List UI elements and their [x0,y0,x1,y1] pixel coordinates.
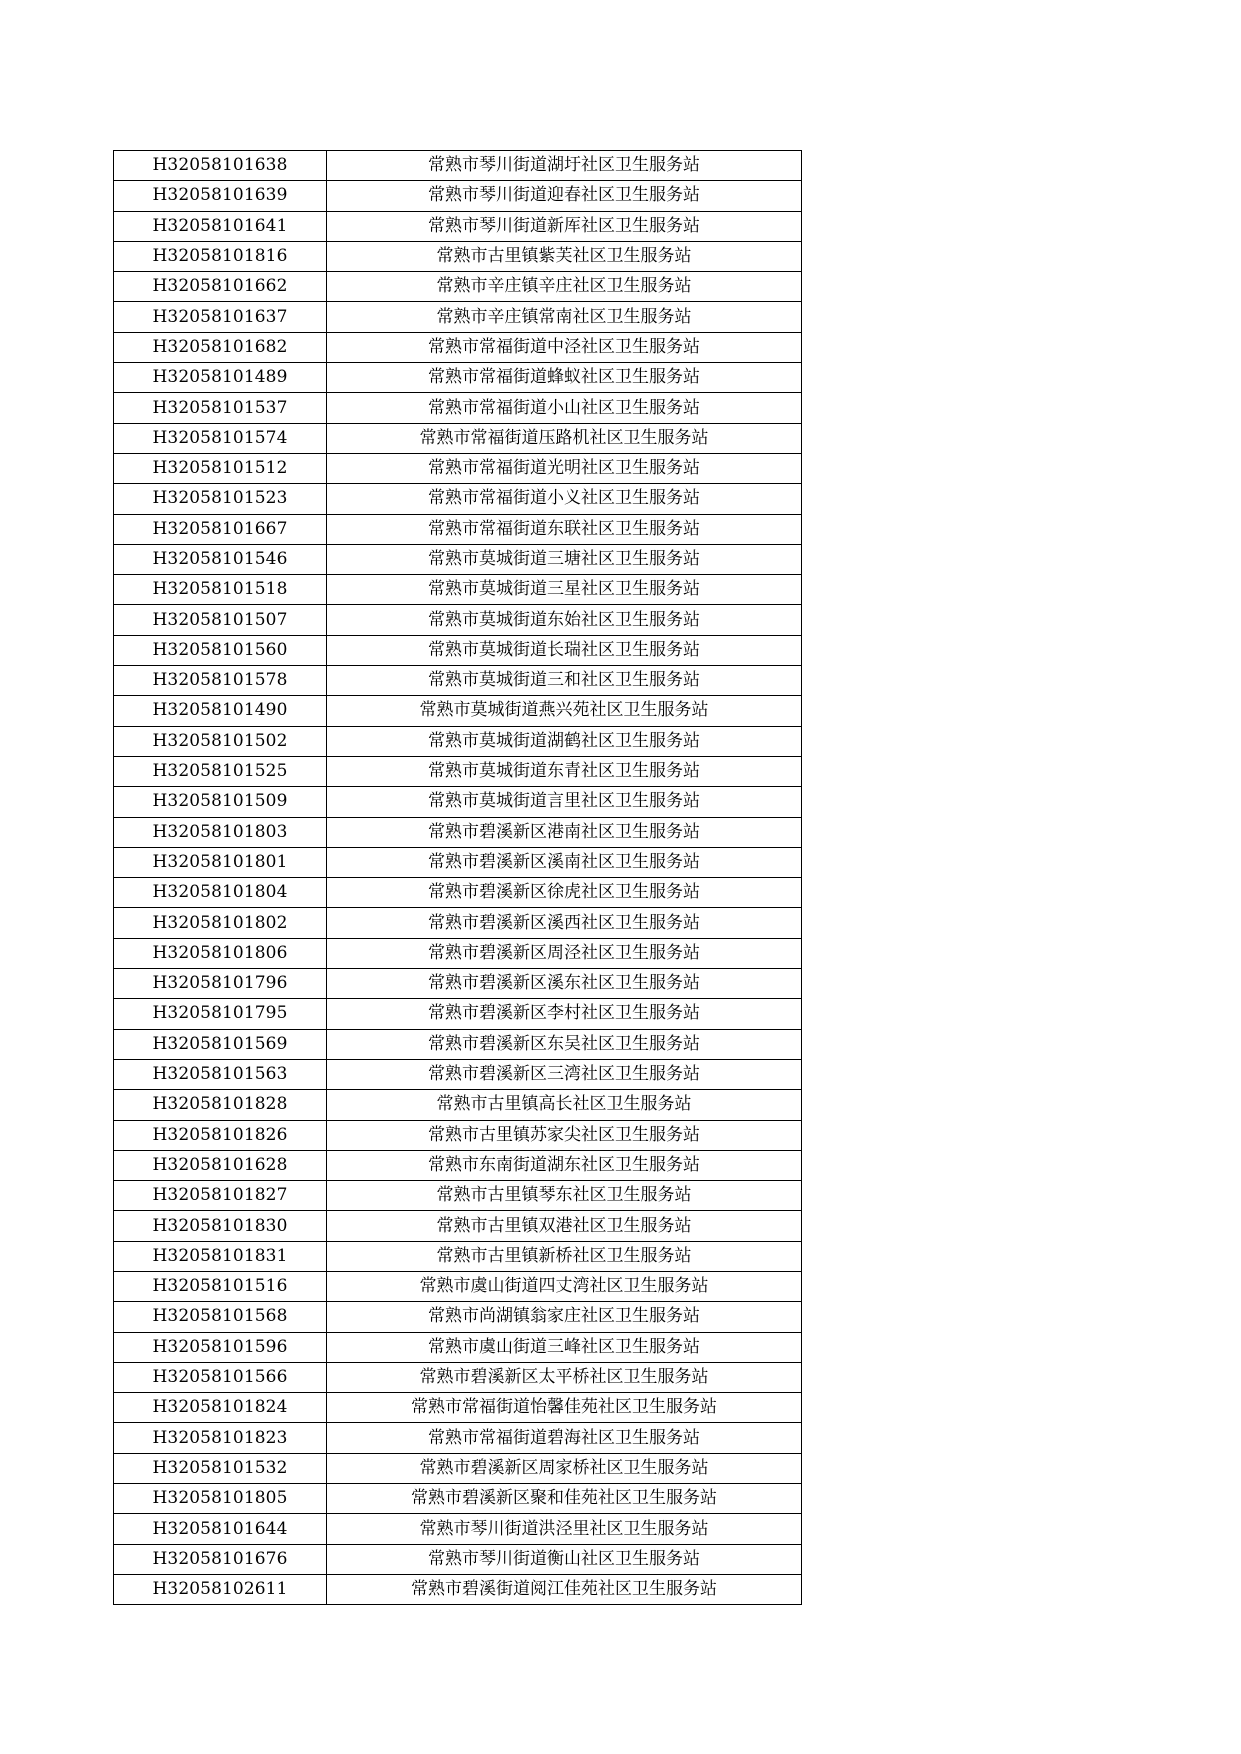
station-code-cell: H32058101507 [114,605,327,635]
station-code-cell: H32058101518 [114,575,327,605]
station-code-cell: H32058101641 [114,211,327,241]
station-name-cell: 常熟市常福街道东联社区卫生服务站 [327,514,802,544]
station-code-cell: H32058101574 [114,423,327,453]
station-code-cell: H32058101644 [114,1514,327,1544]
station-code-cell: H32058101563 [114,1059,327,1089]
station-code-cell: H32058101824 [114,1393,327,1423]
station-name-cell: 常熟市古里镇新桥社区卫生服务站 [327,1241,802,1271]
station-name-cell: 常熟市碧溪新区太平桥社区卫生服务站 [327,1362,802,1392]
station-code-cell: H32058101804 [114,878,327,908]
station-name-cell: 常熟市莫城街道燕兴苑社区卫生服务站 [327,696,802,726]
station-code-cell: H32058101566 [114,1362,327,1392]
station-code-cell: H32058101489 [114,363,327,393]
station-name-cell: 常熟市琴川街道湖圩社区卫生服务站 [327,151,802,181]
station-name-cell: 常熟市碧溪新区李村社区卫生服务站 [327,999,802,1029]
table-row [114,1453,802,1483]
station-code-cell: H32058101827 [114,1181,327,1211]
table-row [114,969,802,999]
station-name-cell: 常熟市碧溪新区三湾社区卫生服务站 [327,1059,802,1089]
station-code-cell: H32058101560 [114,635,327,665]
station-name-cell: 常熟市常福街道压路机社区卫生服务站 [327,423,802,453]
station-name-cell: 常熟市虞山街道四丈湾社区卫生服务站 [327,1271,802,1301]
station-name-cell: 常熟市常福街道小义社区卫生服务站 [327,484,802,514]
table-row [114,878,802,908]
table-row [114,938,802,968]
table-row [114,1211,802,1241]
station-code-cell: H32058101828 [114,1090,327,1120]
station-name-cell: 常熟市辛庄镇辛庄社区卫生服务站 [327,272,802,302]
station-name-cell: 常熟市常福街道光明社区卫生服务站 [327,453,802,483]
station-code-cell: H32058101546 [114,544,327,574]
station-code-cell: H32058101596 [114,1332,327,1362]
spreadsheet-page [113,150,801,1605]
table-row [114,241,802,271]
table-row [114,514,802,544]
station-name-cell: 常熟市古里镇琴东社区卫生服务站 [327,1181,802,1211]
station-name-cell: 常熟市碧溪新区溪东社区卫生服务站 [327,969,802,999]
station-code-cell: H32058101638 [114,151,327,181]
table-row [114,666,802,696]
table-row [114,1362,802,1392]
table-row [114,726,802,756]
station-name-cell: 常熟市莫城街道三和社区卫生服务站 [327,666,802,696]
station-code-cell: H32058101803 [114,817,327,847]
station-name-cell: 常熟市碧溪新区聚和佳苑社区卫生服务站 [327,1484,802,1514]
table-row [114,1484,802,1514]
station-code-cell: H32058101806 [114,938,327,968]
station-code-cell: H32058101826 [114,1120,327,1150]
station-name-cell: 常熟市琴川街道衡山社区卫生服务站 [327,1544,802,1574]
table-row [114,1059,802,1089]
table-row [114,423,802,453]
station-code-cell: H32058101831 [114,1241,327,1271]
station-code-cell: H32058101628 [114,1150,327,1180]
station-code-cell: H32058101667 [114,514,327,544]
station-name-cell: 常熟市常福街道碧海社区卫生服务站 [327,1423,802,1453]
table-row [114,999,802,1029]
station-name-cell: 常熟市常福街道蜂蚁社区卫生服务站 [327,363,802,393]
station-name-cell: 常熟市莫城街道东青社区卫生服务站 [327,756,802,786]
table-row [114,211,802,241]
table-row [114,332,802,362]
station-code-cell: H32058101532 [114,1453,327,1483]
table-row [114,787,802,817]
table-row [114,363,802,393]
table-row [114,1302,802,1332]
station-name-cell: 常熟市碧溪新区溪西社区卫生服务站 [327,908,802,938]
station-name-cell: 常熟市碧溪街道阅江佳苑社区卫生服务站 [327,1574,802,1604]
table-body [114,151,802,1605]
table-row [114,696,802,726]
table-row [114,1120,802,1150]
station-code-cell: H32058101823 [114,1423,327,1453]
table-row [114,635,802,665]
station-name-cell: 常熟市古里镇苏家尖社区卫生服务站 [327,1120,802,1150]
station-code-cell: H32058101578 [114,666,327,696]
station-name-cell: 常熟市琴川街道新厍社区卫生服务站 [327,211,802,241]
station-name-cell: 常熟市莫城街道东始社区卫生服务站 [327,605,802,635]
station-name-cell: 常熟市莫城街道言里社区卫生服务站 [327,787,802,817]
station-name-cell: 常熟市莫城街道湖鹤社区卫生服务站 [327,726,802,756]
station-name-cell: 常熟市常福街道怡馨佳苑社区卫生服务站 [327,1393,802,1423]
table-row [114,1181,802,1211]
table-row [114,575,802,605]
station-name-cell: 常熟市琴川街道迎春社区卫生服务站 [327,181,802,211]
station-code-cell: H32058101639 [114,181,327,211]
station-name-cell: 常熟市古里镇紫芙社区卫生服务站 [327,241,802,271]
station-code-cell: H32058101795 [114,999,327,1029]
station-code-cell: H32058101512 [114,453,327,483]
table-row [114,1271,802,1301]
station-code-cell: H32058101569 [114,1029,327,1059]
station-code-cell: H32058102611 [114,1574,327,1604]
station-code-cell: H32058101682 [114,332,327,362]
station-name-cell: 常熟市莫城街道三星社区卫生服务站 [327,575,802,605]
table-row [114,181,802,211]
service-station-table [113,150,802,1605]
table-row [114,1423,802,1453]
station-name-cell: 常熟市虞山街道三峰社区卫生服务站 [327,1332,802,1362]
table-row [114,1029,802,1059]
station-name-cell: 常熟市东南街道湖东社区卫生服务站 [327,1150,802,1180]
table-row [114,756,802,786]
table-row [114,1332,802,1362]
table-row [114,1150,802,1180]
station-code-cell: H32058101796 [114,969,327,999]
station-code-cell: H32058101662 [114,272,327,302]
station-code-cell: H32058101502 [114,726,327,756]
station-name-cell: 常熟市常福街道小山社区卫生服务站 [327,393,802,423]
table-row [114,302,802,332]
station-code-cell: H32058101816 [114,241,327,271]
station-name-cell: 常熟市辛庄镇常南社区卫生服务站 [327,302,802,332]
table-row [114,908,802,938]
station-name-cell: 常熟市尚湖镇翁家庄社区卫生服务站 [327,1302,802,1332]
station-name-cell: 常熟市碧溪新区徐虎社区卫生服务站 [327,878,802,908]
station-code-cell: H32058101830 [114,1211,327,1241]
table-row [114,484,802,514]
table-row [114,1393,802,1423]
station-code-cell: H32058101490 [114,696,327,726]
station-code-cell: H32058101802 [114,908,327,938]
station-name-cell: 常熟市碧溪新区周家桥社区卫生服务站 [327,1453,802,1483]
station-code-cell: H32058101509 [114,787,327,817]
station-code-cell: H32058101537 [114,393,327,423]
station-name-cell: 常熟市碧溪新区溪南社区卫生服务站 [327,847,802,877]
station-name-cell: 常熟市琴川街道洪泾里社区卫生服务站 [327,1514,802,1544]
station-name-cell: 常熟市碧溪新区港南社区卫生服务站 [327,817,802,847]
table-row [114,847,802,877]
table-row [114,817,802,847]
table-row [114,1544,802,1574]
table-row [114,1241,802,1271]
table-row [114,393,802,423]
table-row [114,1090,802,1120]
table-row [114,272,802,302]
station-name-cell: 常熟市碧溪新区周泾社区卫生服务站 [327,938,802,968]
station-name-cell: 常熟市古里镇高长社区卫生服务站 [327,1090,802,1120]
station-code-cell: H32058101523 [114,484,327,514]
station-code-cell: H32058101525 [114,756,327,786]
table-row [114,605,802,635]
station-code-cell: H32058101516 [114,1271,327,1301]
station-name-cell: 常熟市莫城街道长瑞社区卫生服务站 [327,635,802,665]
station-code-cell: H32058101805 [114,1484,327,1514]
table-row [114,151,802,181]
station-name-cell: 常熟市莫城街道三塘社区卫生服务站 [327,544,802,574]
station-code-cell: H32058101801 [114,847,327,877]
table-row [114,1574,802,1604]
station-code-cell: H32058101637 [114,302,327,332]
table-row [114,544,802,574]
station-name-cell: 常熟市碧溪新区东吴社区卫生服务站 [327,1029,802,1059]
station-code-cell: H32058101568 [114,1302,327,1332]
station-code-cell: H32058101676 [114,1544,327,1574]
station-name-cell: 常熟市古里镇双港社区卫生服务站 [327,1211,802,1241]
station-name-cell: 常熟市常福街道中泾社区卫生服务站 [327,332,802,362]
table-row [114,1514,802,1544]
table-row [114,453,802,483]
